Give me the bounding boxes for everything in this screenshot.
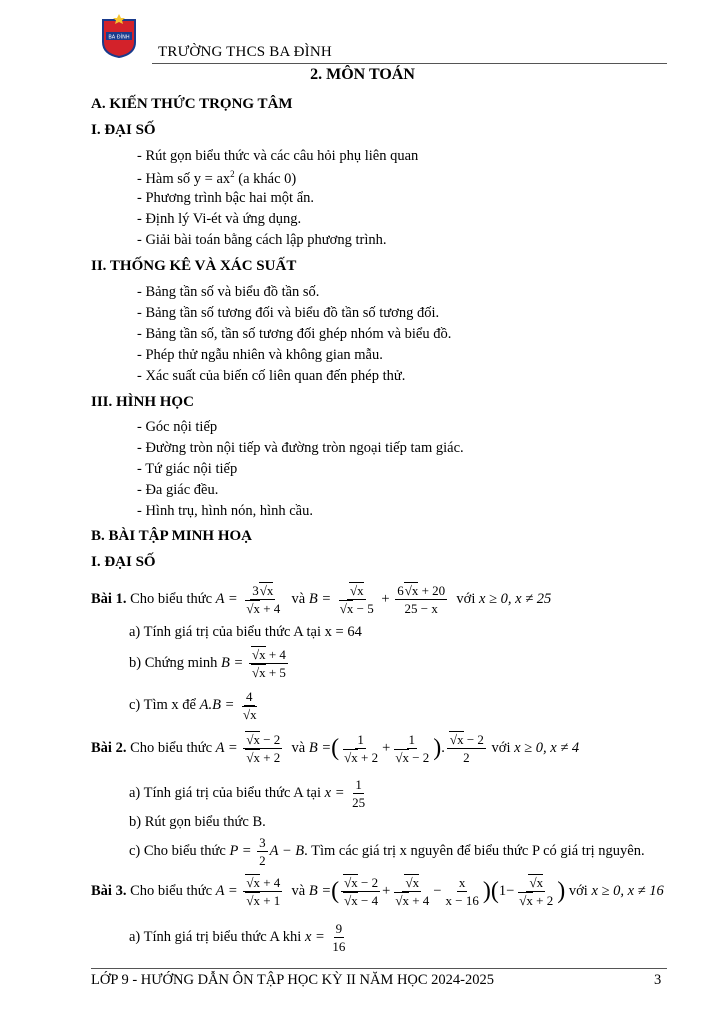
section-b-heading: B. BÀI TẬP MINH HOẠ <box>91 528 252 544</box>
school-logo <box>100 14 138 58</box>
list-item: - Đa giác đều. <box>137 482 219 498</box>
school-name: TRƯỜNG THCS BA ĐÌNH <box>158 44 332 60</box>
page-number: 3 <box>654 972 662 988</box>
list-item: - Hàm số $y = ax^2$ (a khác 0) <box>137 169 297 187</box>
list-item: - Phép thử ngẫu nhiên và không gian mẫu. <box>137 347 383 363</box>
list-item: - Hình trụ, hình nón, hình cầu. <box>137 503 313 519</box>
header-divider <box>152 63 667 64</box>
page-title: 2. MÔN TOÁN <box>310 66 415 83</box>
list-item: - Bảng tần số và biểu đồ tần số. <box>137 284 320 300</box>
logo-text: BA ĐÌNH <box>108 34 130 41</box>
exercise-1c: c) Tìm x để A.B = 4 √ x <box>129 688 261 723</box>
list-item: - Rút gọn biểu thức và các câu hỏi phụ liên quan <box>137 148 419 164</box>
footer-divider <box>91 968 667 969</box>
exercise-2c: c) Cho biểu thức P = $\frac{3}{2}$ A − B. Tìm các giá trị x nguyên để biểu thức P có giá trị nguyên. <box>129 835 645 868</box>
exercise-3: Bài 3. Cho biểu thức A = √ x + 4 √ x + 1 và B =( √ x − 2 √ x − 4 + √ x √ x + 4 − $\frac{x}{x - 16}$ )(1− √ x √ x + 2 ) với x ≥ 0, x ≠ 16 <box>91 874 664 909</box>
list-item: - Tứ giác nội tiếp <box>137 461 238 477</box>
footer-text: LỚP 9 - HƯỚNG DẪN ÔN TẬP HỌC KỲ II NĂM HỌC 2024-2025 <box>91 972 495 988</box>
list-item: - Bảng tần số tương đối và biểu đồ tần số tương đối. <box>137 305 440 321</box>
exercise-3a: a) Tính giá trị biểu thức A khi x = $\frac{9}{16}$ <box>129 921 346 954</box>
algebra-heading: I. ĐẠI SỐ <box>91 122 156 138</box>
stats-heading: II. THỐNG KÊ VÀ XÁC SUẤT <box>91 258 297 274</box>
list-item: - Bảng tần số, tần số tương đối ghép nhóm và biểu đồ. <box>137 326 452 342</box>
exercise-1a: a) Tính giá trị của biểu thức A tại x = 64 <box>129 624 362 640</box>
list-item: - Phương trình bậc hai một ẩn. <box>137 190 315 206</box>
list-item: - Định lý Vi-ét và ứng dụng. <box>137 211 302 227</box>
exercise-algebra-heading: I. ĐẠI SỐ <box>91 554 156 570</box>
exercise-1b: b) Chứng minh B = √ x + 4 √ x + 5 <box>129 646 290 681</box>
exercise-2a: a) Tính giá trị của biểu thức A tại x = $\frac{1}{25}$ <box>129 777 366 810</box>
list-item: - Xác suất của biến cố liên quan đến phép thử. <box>137 368 406 384</box>
section-a-heading: A. KIẾN THỨC TRỌNG TÂM <box>91 96 293 112</box>
exercise-2: Bài 2. Cho biểu thức A = √ x − 2 √ x + 2 và B =( 1 √ x + 2 + 1 √ x − 2 ). √ $\frac{x - 2}{2}$ với x ≥ 0, x ≠ 4 <box>91 731 579 766</box>
exercise-1: Bài 1. Cho biểu thức A = 3√ x √ x + 4 và B = √ x √ x − 5 + $\frac{6√ x + 20}{25 - x}$ với x ≥ 0, x ≠ 25 <box>91 582 551 617</box>
list-item: - Giải bài toán bằng cách lập phương trình. <box>137 232 387 248</box>
list-item: - Đường tròn nội tiếp và đường tròn ngoại tiếp tam giác. <box>137 440 464 456</box>
exercise-2b: b) Rút gọn biểu thức B. <box>129 814 266 830</box>
geometry-heading: III. HÌNH HỌC <box>91 394 194 410</box>
list-item: - Góc nội tiếp <box>137 419 218 435</box>
